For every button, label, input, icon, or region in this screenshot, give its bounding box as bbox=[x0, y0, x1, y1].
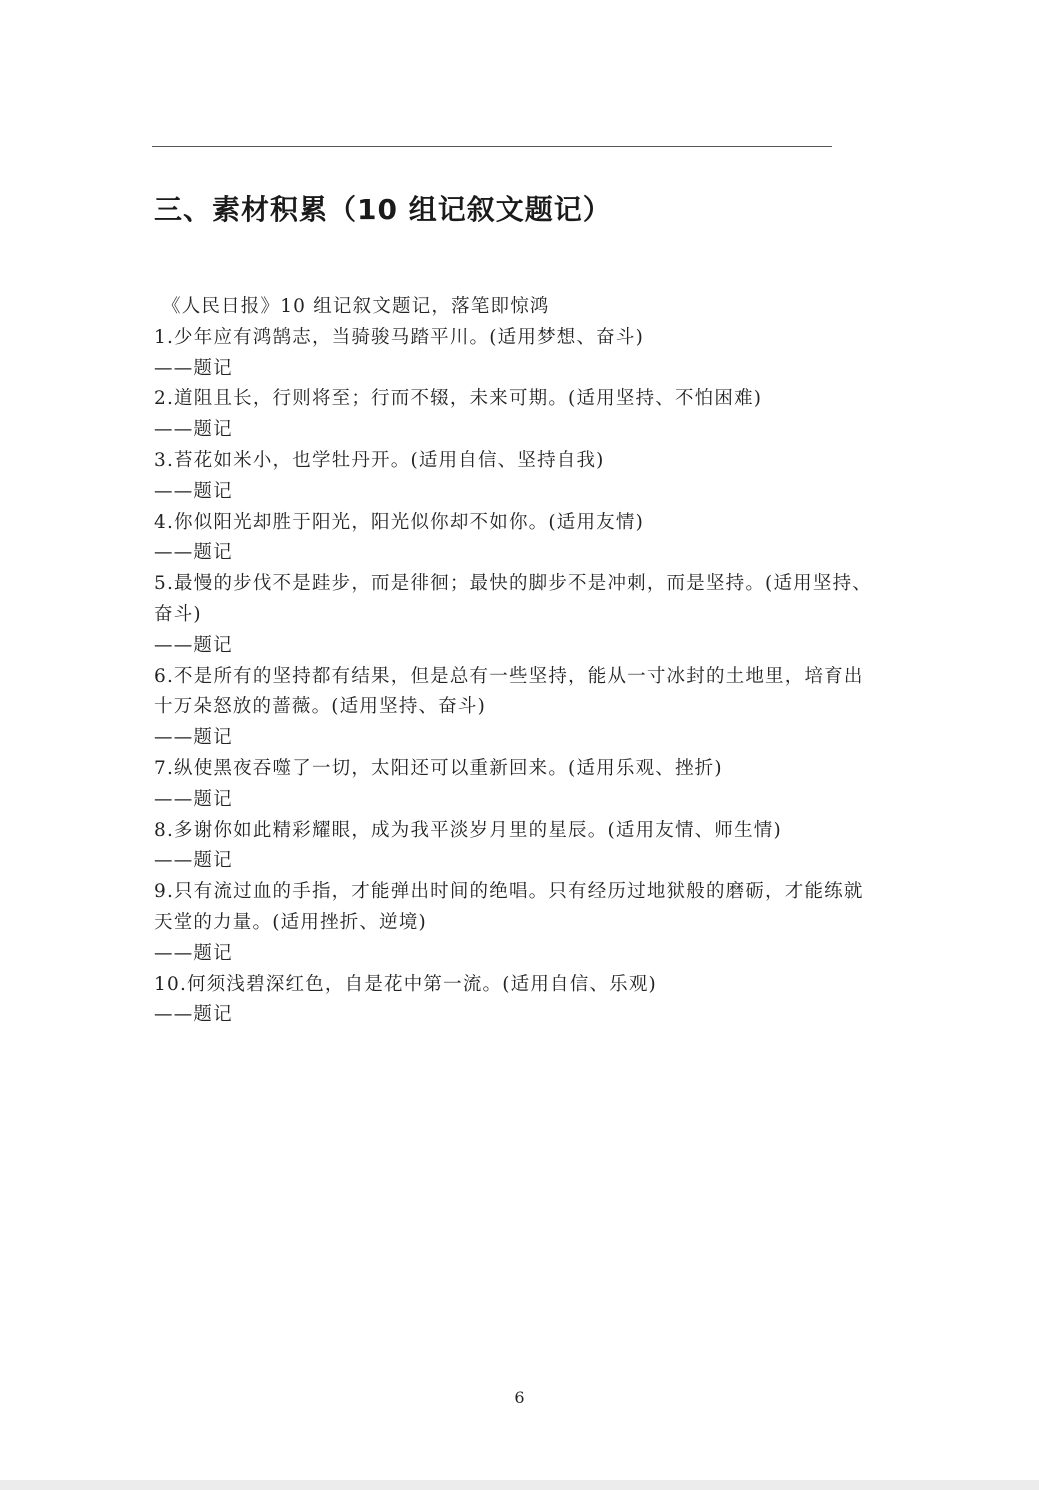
quote-attribution: ——题记 bbox=[154, 419, 233, 441]
quote-item bbox=[154, 446, 874, 508]
quote-attribution: ——题记 bbox=[154, 788, 233, 810]
quote-attribution: ——题记 bbox=[154, 634, 233, 656]
quote-attribution: ——题记 bbox=[154, 1004, 233, 1026]
quote-item bbox=[154, 754, 874, 816]
quote-text: 6.不是所有的坚持都有结果，但是总有一些坚持，能从一寸冰封的土地里，培育出十万朵怒放的蔷薇。(适用坚持、奋斗) bbox=[154, 665, 864, 718]
quote-item bbox=[154, 970, 874, 1032]
quote-item bbox=[154, 569, 874, 661]
quote-text: 8.多谢你如此精彩耀眼，成为我平淡岁月里的星辰。(适用友情、师生情) bbox=[154, 819, 782, 841]
quote-attribution: ——题记 bbox=[154, 480, 233, 502]
quote-text: 5.最慢的步伐不是跬步，而是徘徊；最快的脚步不是冲刺，而是坚持。(适用坚持、奋斗) bbox=[154, 573, 872, 625]
quote-attribution: ——题记 bbox=[154, 942, 233, 964]
quote-text: 2.道阻且长，行则将至；行而不辍，未来可期。(适用坚持、不怕困难) bbox=[154, 388, 763, 410]
quote-attribution: ——题记 bbox=[154, 727, 233, 749]
quote-attribution: ——题记 bbox=[154, 542, 233, 564]
quote-attribution: ——题记 bbox=[154, 357, 233, 379]
quote-text: 3.苔花如米小，也学牡丹开。(适用自信、坚持自我) bbox=[154, 449, 605, 471]
quote-text: 7.纵使黑夜吞噬了一切，太阳还可以重新回来。(适用乐观、挫折) bbox=[154, 757, 723, 779]
section-title: 三、素材积累（10 组记叙文题记） bbox=[154, 193, 612, 226]
quote-text: 1.少年应有鸿鹄志，当骑骏马踏平川。(适用梦想、奋斗) bbox=[154, 326, 644, 348]
intro-line: 《人民日报》10 组记叙文题记，落笔即惊鸿 bbox=[162, 296, 550, 317]
quote-list bbox=[154, 292, 874, 1031]
top-divider bbox=[152, 146, 832, 147]
page-number: 6 bbox=[514, 1388, 525, 1407]
quote-item bbox=[154, 384, 874, 446]
quote-attribution: ——题记 bbox=[154, 850, 233, 872]
quote-text: 9.只有流过血的手指，才能弹出时间的绝唱。只有经历过地狱般的磨砺，才能练就天堂的力量。(适用挫折、逆境) bbox=[154, 881, 864, 933]
quote-text: 10.何须浅碧深红色，自是花中第一流。(适用自信、乐观) bbox=[154, 973, 657, 995]
quote-text: 4.你似阳光却胜于阳光，阳光似你却不如你。(适用友情) bbox=[154, 511, 644, 533]
page-bottom-band bbox=[0, 1480, 1039, 1490]
quote-item bbox=[154, 877, 874, 969]
quote-item bbox=[154, 662, 874, 754]
quote-item bbox=[154, 816, 874, 878]
quote-item bbox=[154, 323, 874, 385]
quote-item bbox=[154, 508, 874, 570]
